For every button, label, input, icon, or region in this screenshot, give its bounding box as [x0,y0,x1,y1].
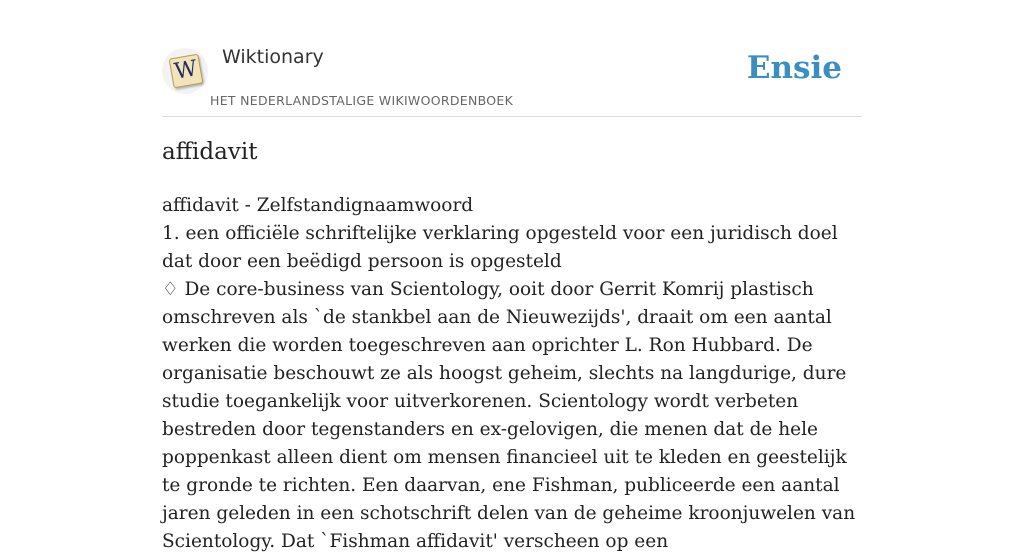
site-tagline: HET NEDERLANDSTALIGE WIKIWOORDENBOEK [210,93,514,108]
ensie-brand-logo[interactable]: Ensie [746,50,842,86]
page-title: affidavit [162,139,258,165]
site-name[interactable]: Wiktionary [222,46,324,68]
definition-text: 1. een officiële schriftelijke verklaring opgesteld voor een juridisch doel dat door een beëdigd persoon is opgesteld [162,223,838,272]
site-header [162,0,862,117]
entry-content [162,192,862,556]
word-class-line: affidavit - Zelfstandignaamwoord [162,195,474,216]
wiktionary-logo-icon: W [169,54,204,89]
example-text: ♢ De core-business van Scientology, ooit door Gerrit Komrij plastisch omschreven als `de stankbel aan de Nieuwezijds', draait om een aantal werken die worden toegeschreven aan oprichter L. Ron Hubbard. De organisatie beschouwt ze als hoogst geheim, slechts na langdurige, dure studie toegankelijk voor uitverkorenen. Scientology wordt verbeten bestreden door tegenstanders en ex-gelovigen, die menen dat de hele poppenkast alleen dient om mensen financieel uit te kleden en geestelijk te gronde te richten. Een daarvan, ene Fishman, publiceerde een aantal jaren geleden in een schotschrift delen van de geheime kroonjuwelen van Scientology. Dat `Fishman affidavit' verscheen op een [162,279,856,552]
wiktionary-logo[interactable] [162,48,208,94]
